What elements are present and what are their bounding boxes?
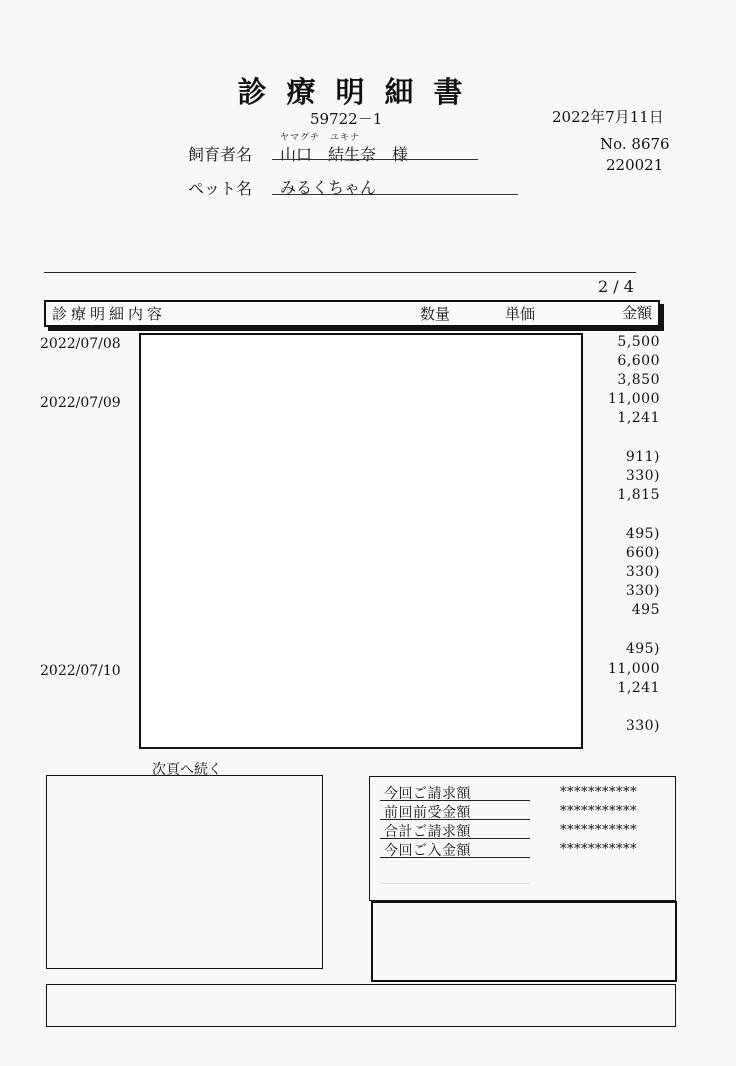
summary-faint-line [380,883,530,884]
summary-label: 今回ご入金額 [384,843,471,859]
row-amount: 6,600 [617,353,660,369]
summary-value: *********** [560,842,637,857]
summary-underline [380,819,530,820]
row-amount: 1,241 [617,680,660,696]
summary-label: 前回前受金額 [384,805,471,821]
summary-underline [380,857,530,858]
issue-date: 2022年7月11日 [552,108,664,126]
summary-underline [380,800,530,801]
row-amount: 495) [625,641,660,657]
row-amount: 330) [625,718,660,734]
continue-label: 次頁へ続く [152,762,222,778]
row-amount: 3,850 [617,372,660,388]
footer-box [46,984,676,1027]
section-divider [44,272,636,273]
client-code: 220021 [606,156,664,174]
summary-value: *********** [560,804,637,819]
row-amount: 330) [625,583,660,599]
row-amount: 911) [625,449,660,465]
document-number: 59722－1 [310,110,383,128]
redacted-details-box [139,333,583,749]
summary-value: *********** [560,785,637,800]
row-amount: 495) [625,526,660,542]
owner-underline [272,159,478,160]
owner-furigana: ヤマグチ ユキナ [280,133,361,143]
header-quantity: 数量 [420,305,451,323]
row-amount: 1,815 [617,487,660,503]
row-amount: 1,241 [617,410,660,426]
row-date: 2022/07/08 [40,336,121,352]
notes-box [46,775,323,969]
row-amount: 11,000 [608,391,660,407]
row-date: 2022/07/09 [40,395,121,411]
summary-value: *********** [560,823,637,838]
row-amount: 11,000 [608,661,660,677]
owner-name: 山口 結生奈 様 [280,145,409,164]
header-amount: 金額 [622,304,653,322]
row-amount: 495 [631,602,660,618]
header-description: 診療明細内容 [52,305,167,323]
document-title: 診療明細書 [237,75,483,109]
pet-label: ペット名 [188,179,253,198]
header-unit-price: 単価 [505,305,536,323]
row-amount: 330) [625,564,660,580]
row-date: 2022/07/10 [40,663,121,679]
pet-name: みるくちゃん [280,178,377,197]
row-amount: 5,500 [617,334,660,350]
page-indicator: 2 / 4 [598,277,634,296]
pet-underline [272,194,518,195]
summary-label: 合計ご請求額 [384,824,471,840]
total-box [371,901,677,982]
invoice-number: No. 8676 [600,135,670,153]
owner-label: 飼育者名 [188,145,253,164]
row-amount: 660) [625,545,660,561]
summary-underline [380,838,530,839]
summary-label: 今回ご請求額 [384,786,471,802]
row-amount: 330) [625,468,660,484]
